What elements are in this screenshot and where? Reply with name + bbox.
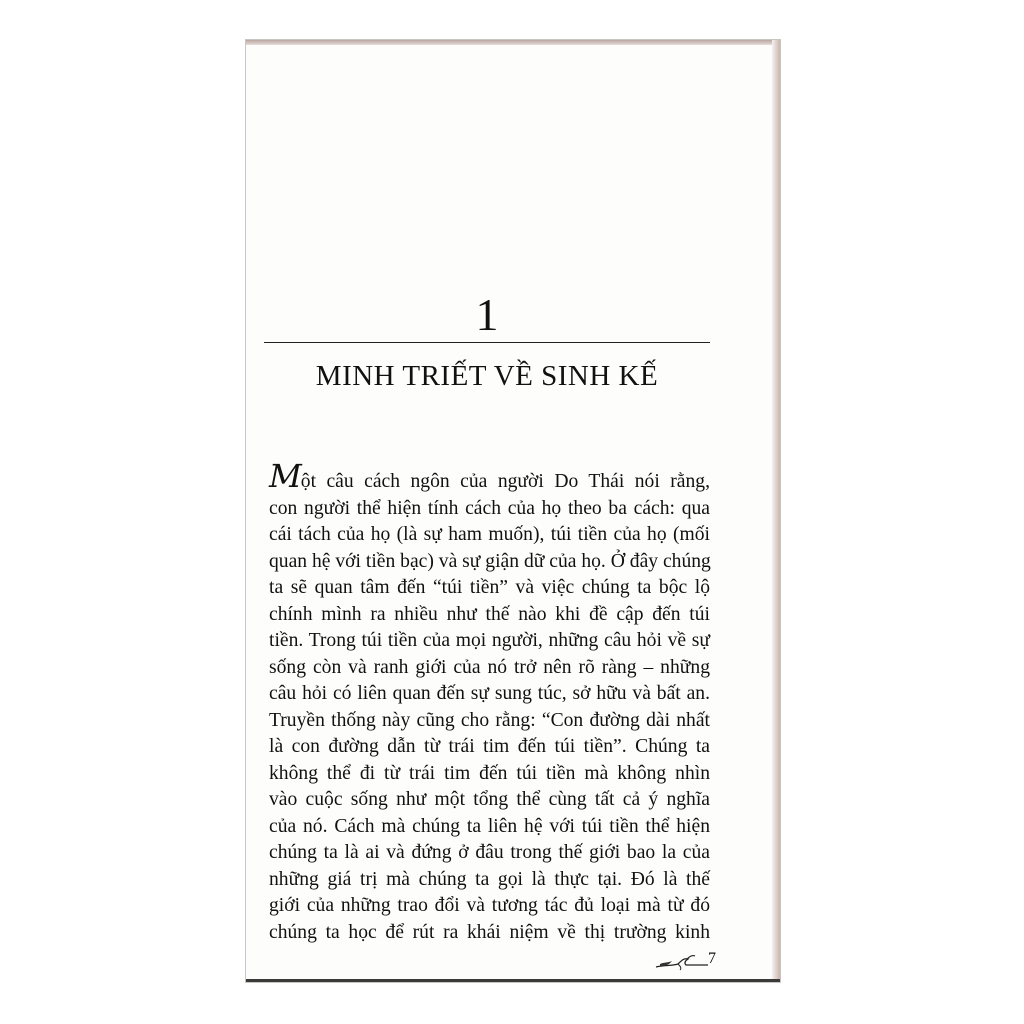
body-line: là con đường dẫn từ trái tim đến túi tiền”. Chúng ta [269,736,710,757]
body-line: của nó. Cách mà chúng ta liên hệ với túi tiền thể hiện [269,815,710,837]
body-line [269,457,710,496]
page-bottom-edge [246,979,780,982]
body-line: cái tách của họ (là sự ham muốn), túi tiền của họ (mối [269,524,710,545]
chapter-number: 1 [475,289,499,340]
page-footer [654,950,724,972]
body-line: Truyền thống này cũng cho rằng: “Con đường dài nhất [269,709,710,731]
body-line: những giá trị mà chúng ta gọi là thực tại. Đó là thế [269,868,710,890]
body-line: con người thể hiện tính cách của họ theo ba cách: qua [269,497,710,519]
body-line: giới của những trao đổi và tương tác đủ loại mà từ đó [269,895,710,916]
chapter-divider [264,342,710,343]
body-line: quan hệ với tiền bạc) và sự giận dữ của họ. Ở đây chúng [269,550,711,572]
body-paragraph [269,457,711,946]
body-line: tiền. Trong túi tiền của mọi người, những câu hỏi về sự [269,630,710,651]
body-line: sống còn và ranh giới của nó trở nên rõ ràng – những [269,656,710,678]
body-line: không thể đi từ trái tim đến túi tiền mà không nhìn [269,762,710,784]
page-number: 7 [708,950,716,967]
body-line: vào cuộc sống như một tổng thể cùng tất cả ý nghĩa [269,789,710,810]
chapter-title: MINH TRIẾT VỀ SINH KẾ [315,360,659,392]
body-line: chúng ta là ai và đứng ở đâu trong thế giới bao la của [269,842,710,863]
quill-ornament-icon [654,950,710,972]
drop-cap: M [269,457,301,495]
body-line: câu hỏi có liên quan đến sự sung túc, sở hữu và bất an. [269,683,710,704]
body-line: ta sẽ quan tâm đến “túi tiền” và việc chúng ta bộc lộ [269,577,710,598]
page-top-edge [246,40,780,45]
body-line: chúng ta học để rút ra khái niệm về thị trường kinh [269,921,710,943]
page-right-edge [772,40,780,982]
first-line-text: ột câu cách ngôn của người Do Thái nói rằng, [300,471,710,492]
book-page [246,40,780,982]
body-line: chính mình ra nhiều như thế nào khi đề cập đến túi [269,603,710,625]
